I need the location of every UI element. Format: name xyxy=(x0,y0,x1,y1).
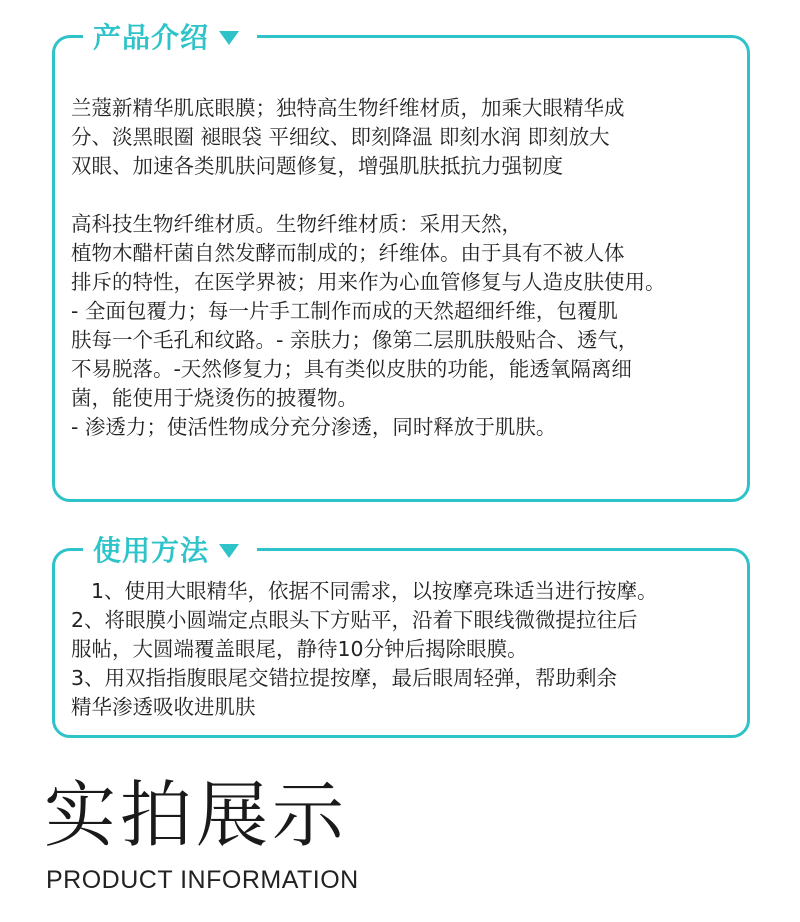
product-intro-body xyxy=(71,94,755,442)
usage-line: 服帖，大圆端覆盖眼尾，静待10分钟后揭除眼膜。 xyxy=(71,637,528,661)
intro-line: 肤每一个毛孔和纹路。- 亲肤力；像第二层肌肤般贴合、透气， xyxy=(71,328,639,352)
usage-line: 2、将眼膜小圆端定点眼头下方贴平，沿着下眼线微微提拉往后 xyxy=(71,608,638,632)
intro-line: 高科技生物纤维材质。生物纤维材质：采用天然， xyxy=(71,212,522,236)
intro-line: 分、淡黑眼圈 褪眼袋 平细纹、即刻降温 即刻水润 即刻放大 xyxy=(71,125,610,149)
showcase-title: 实拍展示 xyxy=(44,773,349,857)
showcase-subtitle: PRODUCT INFORMATION xyxy=(46,866,359,894)
intro-line: 兰蔻新精华肌底眼膜；独特高生物纤维材质，加乘大眼精华成 xyxy=(71,96,625,120)
paragraph-gap xyxy=(71,181,755,210)
intro-line: - 渗透力；使活性物成分充分渗透，同时释放于肌肤。 xyxy=(71,415,557,439)
usage-line: 精华渗透吸收进肌肤 xyxy=(71,695,256,719)
intro-line: 不易脱落。-天然修复力；具有类似皮肤的功能，能透氧隔离细 xyxy=(71,357,632,381)
usage-line: 1、使用大眼精华，依据不同需求，以按摩亮珠适当进行按摩。 xyxy=(91,579,658,603)
usage-panel xyxy=(52,534,750,738)
product-intro-heading-text: 产品介绍 xyxy=(93,21,210,54)
intro-line: 双眼、加速各类肌肤问题修复，增强肌肤抵抗力强韧度 xyxy=(71,154,563,178)
product-intro-panel xyxy=(52,21,750,502)
triangle-down-icon xyxy=(219,544,239,558)
intro-line: 排斥的特性，在医学界被；用来作为心血管修复与人造皮肤使用。 xyxy=(71,270,666,294)
usage-heading xyxy=(83,529,257,569)
intro-line: 菌，能使用于烧烫伤的披覆物。 xyxy=(71,386,358,410)
usage-body xyxy=(71,577,755,722)
triangle-down-icon xyxy=(219,31,239,45)
intro-line: 植物木醋杆菌自然发酵而制成的；纤维体。由于具有不被人体 xyxy=(71,241,625,265)
intro-line: - 全面包覆力；每一片手工制作而成的天然超细纤维，包覆肌 xyxy=(71,299,618,323)
usage-heading-text: 使用方法 xyxy=(93,534,210,567)
usage-line: 3、用双指指腹眼尾交错拉提按摩，最后眼周轻弹，帮助剩余 xyxy=(71,666,618,690)
product-intro-heading xyxy=(83,16,257,56)
